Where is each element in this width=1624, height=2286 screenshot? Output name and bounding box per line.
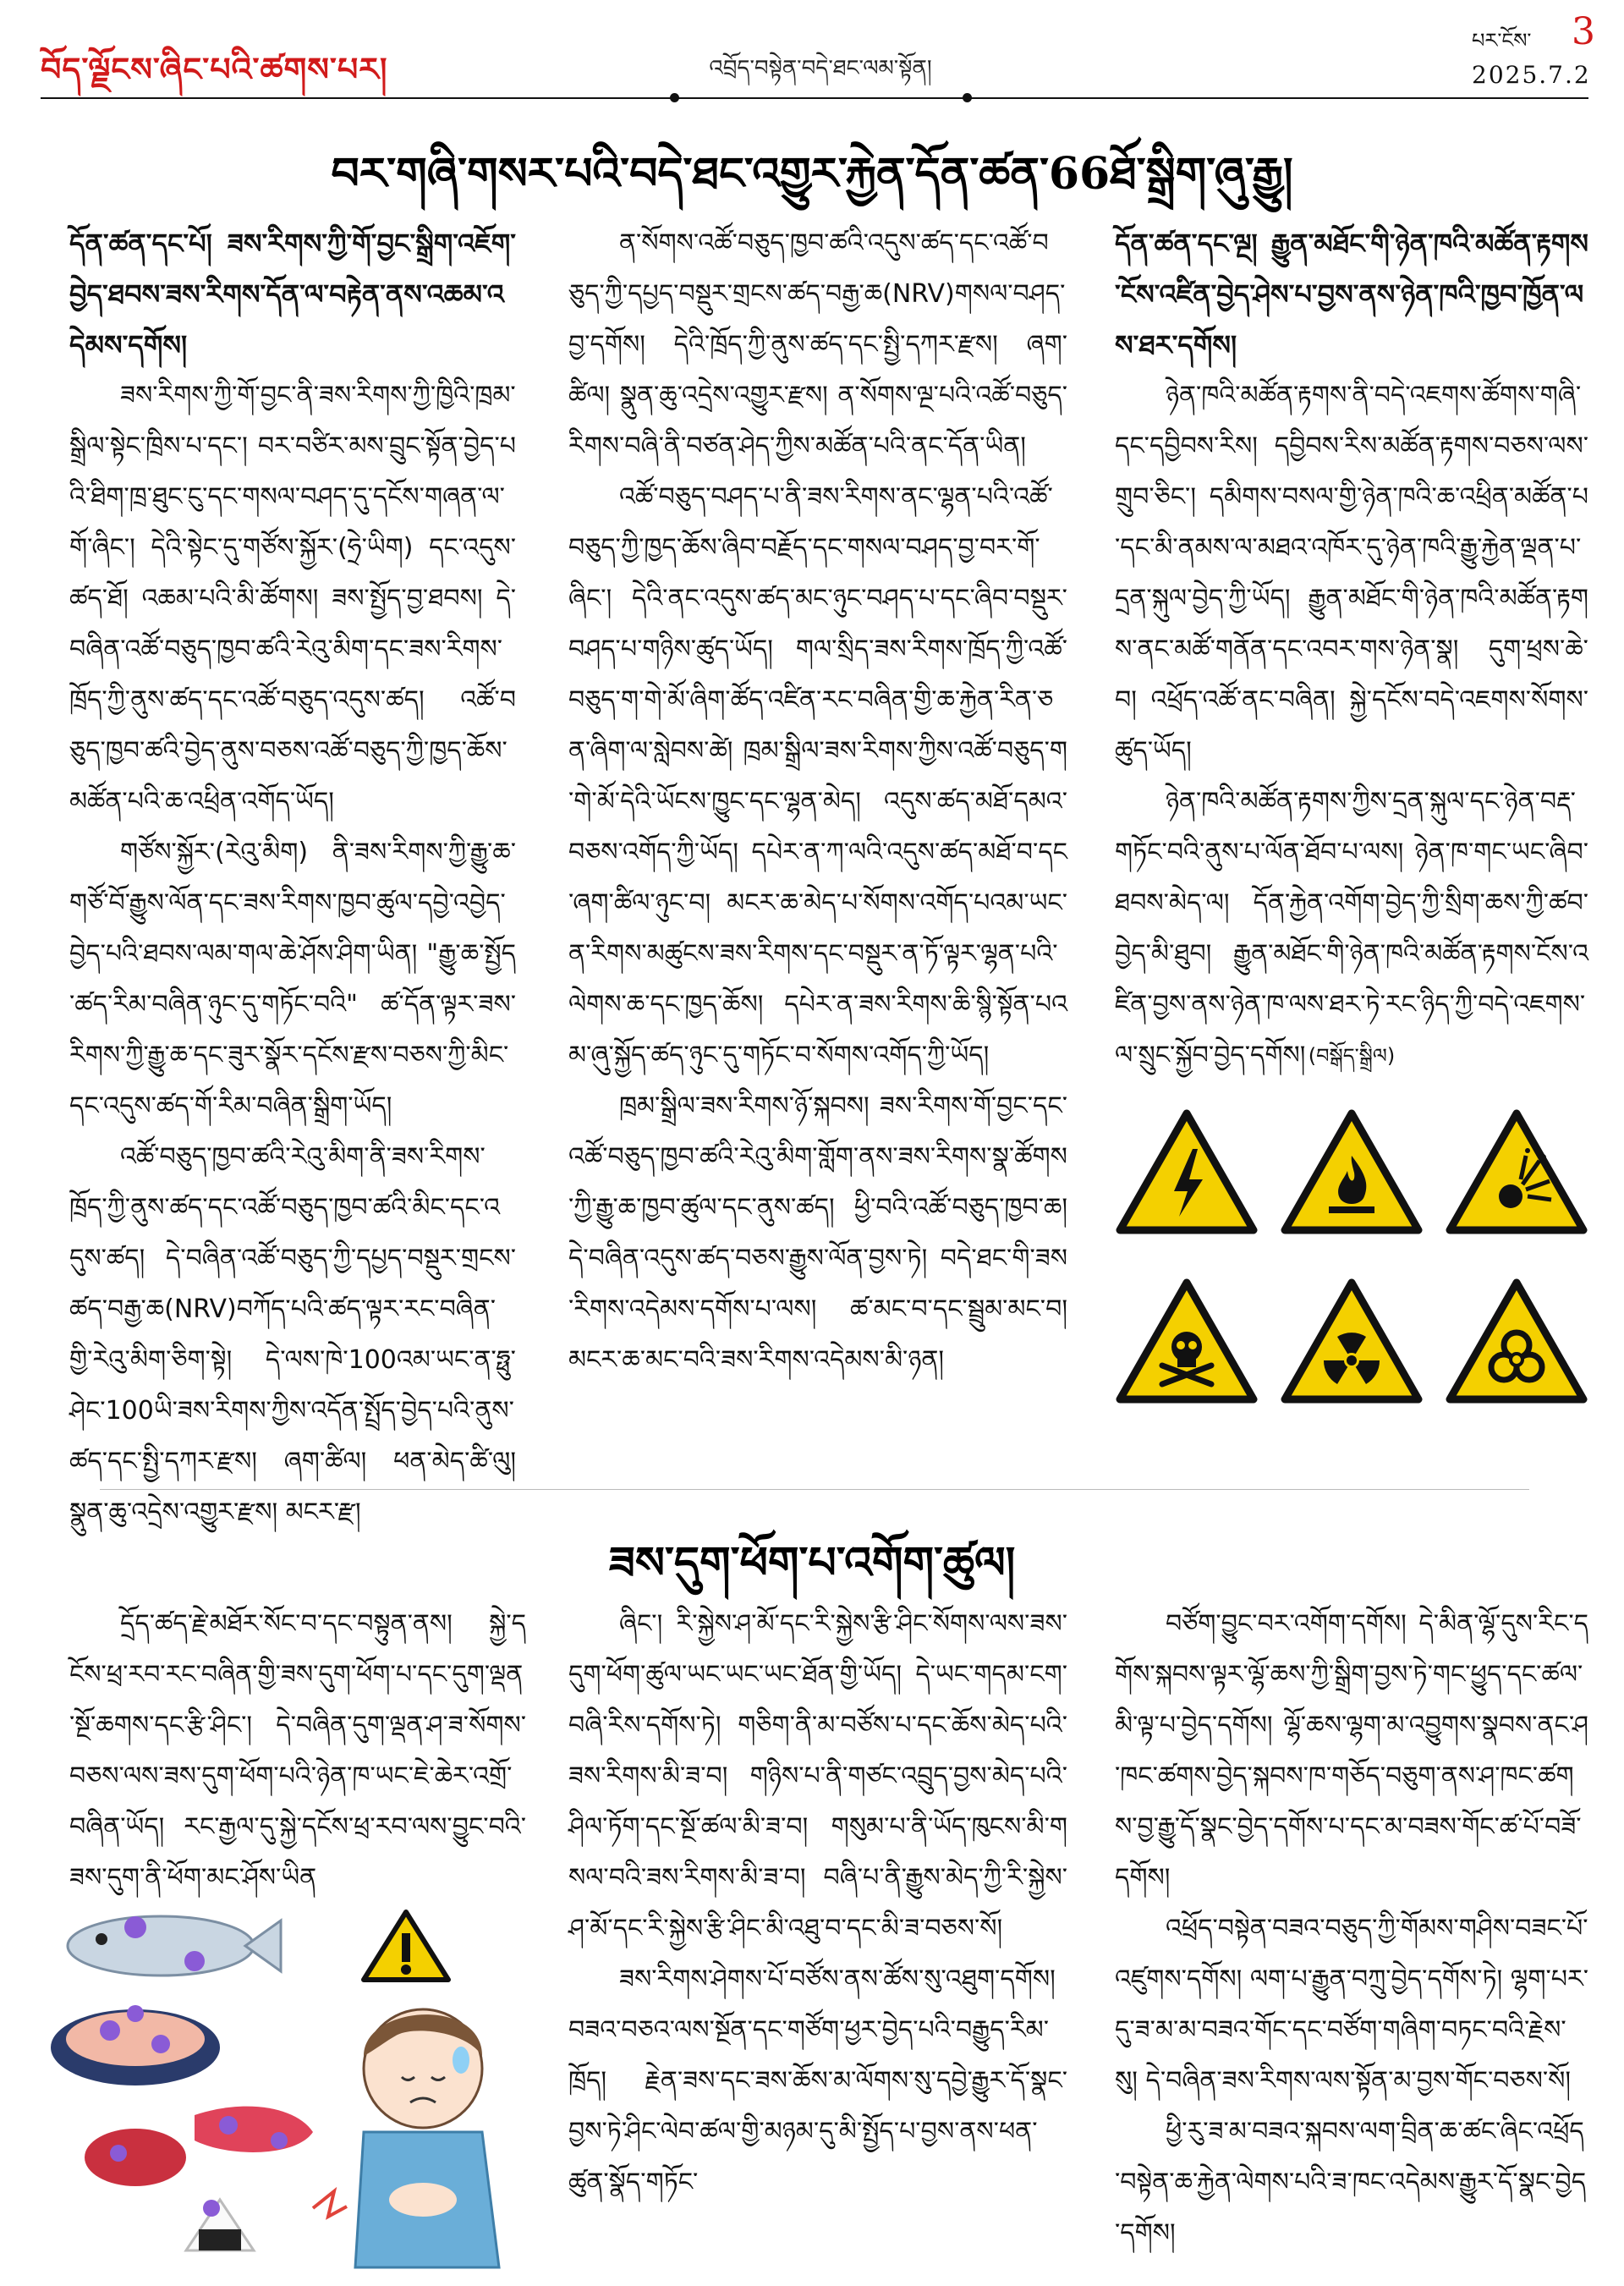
article1-headline: བར་གཞི་གསར་པའི་བདེ་ཐང་འགྱུར་རྐྱེན་དོན་ཚན་66ཐོ་སྒྲིག་ཞུ་རྒྱུ། <box>331 148 1293 200</box>
paragraph: ཟས་རིགས་ཀྱི་གོ་བྱང་ནི་ཟས་རིགས་ཀྱི་ཁྱིའི་ཁྲམ་སྒྲིལ་སྟེང་ཁྲིས་པ་དང་། བར་བཙིར་མས་བྲུང་སྟོན་བྱེད་པའི་ཐིག་ཁྲ་ཐུང་ངུ་དང་གསལ་བཤད་དུ་དངོས་གཞན་ལ་གོ་ཞིང་། དེའི་སྟེང་དུ་གཙོས་སྐྱོར་(ཧྲེ་ཡིག) དང་འདུས་ཚད་ཐོ། འཆམ་པའི་མི་ཚོགས། ཟས་སྤྱོད་བྱ་ཐབས། དེ་བཞིན་འཚོ་བཅུད་ཁྱབ་ཚའི་རེའུ་མིག་དང་ཟས་རིགས་ཁྲོད་ཀྱི་ནུས་ཚད་དང་འཚོ་བཅུད་འདུས་ཚད། འཚོ་བཅུད་ཁྱབ་ཚའི་བྱེད་ནུས་བཅས་འཚོ་བཅུད་ཀྱི་ཁྱད་ཆོས་མཚོན་པའི་ཆ་འཕྲིན་འགོད་ཡོད། <box>69 381 516 816</box>
paragraph: འཕྲོད་བསྟེན་བཟའ་བཅུད་ཀྱི་གོམས་གཤིས་བཟང་པོ་འཛུགས་དགོས། ལག་པ་རྒྱུན་བཀྲུ་བྱེད་དགོས་ཏེ། ལྷག་པར་དུ་ཟ་མ་མ་བཟའ་གོང་དང་བཙོག་གཞིག་བཏང་བའི་རྗེས་སུ། དེ་བཞིན་ཟས་རིགས་ལས་སྟོན་མ་བྱས་གོང་བཅས་སོ། <box>1115 1914 1588 2096</box>
paragraph: འཚོ་བཅུད་བཤད་པ་ནི་ཟས་རིགས་ནང་ལྷན་པའི་འཚོ་བཅུད་ཀྱི་ཁྱད་ཆོས་ཞིབ་བརྗོད་དང་གསལ་བཤད་བྱ་བར་གོ་ཞིང་། དེའི་ནང་འདུས་ཚད་མང་ཉུང་བཤད་པ་དང་ཞིབ་བསྡུར་བཤད་པ་གཉིས་ཚུད་ཡོད། གལ་སྲིད་ཟས་རིགས་ཁྲོད་ཀྱི་འཚོ་བཅུད་ག་གེ་མོ་ཞིག་ཚོད་འཛིན་རང་བཞིན་གྱི་ཆ་རྐྱེན་རིན་ཅན་ཞིག་ལ་སླེབས་ཚེ། ཁྲམ་སྒྲིལ་ཟས་རིགས་ཀྱིས་འཚོ་བཅུད་ག་གེ་མོ་དེའི་ཡོངས་ཁྱུང་དང་ལྷན་མེད། འདུས་ཚད་མཐོ་དམའ་བཅས་འགོད་ཀྱི་ཡོད། དཔེར་ན་ཀ་ལའི་འདུས་ཚད་མཐོ་བ་དང་ཞག་ཚིལ་ཉུང་བ། མངར་ཆ་མེད་པ་སོགས་འགོད་པའམ་ཡང་ན་རིགས་མཚུངས་ཟས་རིགས་དང་བསྡུར་ན་ཏོ་ལྟར་ལྷན་པའི་ལེགས་ཆ་དང་ཁྱད་ཆོས། དཔེར་ན་ཟས་རིགས་ཆི་སྙི་སྟོན་པའམ་ཞུ་སྐྱོད་ཚད་ཉུང་དུ་གཏོང་བ་སོགས་འགོད་ཀྱི་ཡོད། <box>568 482 1067 1070</box>
high-voltage-warning-icon <box>1115 1108 1259 1235</box>
biohazard-warning-icon <box>1445 1278 1588 1404</box>
page-label: པར་ངོས་ <box>1472 29 1532 52</box>
toxic-warning-icon <box>1115 1278 1259 1404</box>
paragraph: ན་སོགས་འཚོ་བཅུད་ཁྱབ་ཚའི་འདུས་ཚད་དང་འཚོ་བཅུད་ཀྱི་དཔྱད་བསྡུར་གྲངས་ཚད་བརྒྱ་ཆ(NRV)གསལ་བཤད་བྱ་དགོས། དེའི་ཁྲོད་ཀྱི་ནུས་ཚད་དང་སྤྱི་དཀར་རྫས། ཞག་ཚིལ། སྣུན་ཆུ་འདྲེས་འགྱུར་རྫས། ན་སོགས་ལྔ་པའི་འཚོ་བཅུད་རིགས་བཞི་ནི་བཙན་ཤེད་ཀྱིས་མཚོན་པའི་ནང་དོན་ཡིན། <box>568 228 1067 461</box>
paragraph: འཚོ་བཅུད་ཁྱབ་ཚའི་རེའུ་མིག་ནི་ཟས་རིགས་ཁྲོད་ཀྱི་ནུས་ཚད་དང་འཚོ་བཅུད་ཁྱབ་ཚའི་མིང་དང་འདུས་ཚད། དེ་བཞིན་འཚོ་བཅུད་ཀྱི་དཔྱད་བསྡུར་གྲངས་ཚད་བརྒྱ་ཆ(NRV)བཀོད་པའི་ཚད་ལྟར་རང་བཞིན་གྱི་རེའུ་མིག་ཅིག་སྟེ། དེ་ལས་ཁེ་100འམ་ཡང་ན་ཧྥུ་ཤེང་100ཡི་ཟས་རིགས་ཀྱིས་འདོན་སྤྲོད་བྱེད་པའི་ནུས་ཚད་དང་སྤྱི་དཀར་རྫས། ཞག་ཚིལ། ཕན་མེད་ཚི་ལུ། སྣུན་ཆུ་འདྲེས་འགྱུར་རྫས། མངར་རྫ། <box>69 1142 516 1527</box>
masthead <box>0 0 1624 110</box>
flammable-warning-icon <box>1280 1108 1424 1235</box>
explosive-warning-icon <box>1445 1108 1588 1235</box>
header-rule <box>41 97 1588 99</box>
paragraph: ཁྲམ་སྒྲིལ་ཟས་རིགས་ཉོ་སྐབས། ཟས་རིགས་གོ་བྱང་དང་འཚོ་བཅུད་ཁྱབ་ཚའི་རེའུ་མིག་གློག་ནས་ཟས་རིགས་སྣ་ཚོགས་ཀྱི་རྒྱུ་ཆ་ཁྱབ་ཚུལ་དང་ནུས་ཚད། ཕྱི་བའི་འཚོ་བཅུད་ཁྱབ་ཆ། དེ་བཞིན་འདུས་ཚད་བཅས་རྒྱུས་ལོན་བྱས་ཏེ། བདེ་ཐང་གི་ཟས་རིགས་འདེམས་དགོས་པ་ལས། ཚ་མང་བ་དང་སྦྲུམ་མང་བ། མངར་ཆ་མང་བའི་ཟས་རིགས་འདེམས་མི་ཉན། <box>568 1091 1067 1375</box>
article2-headline: ཟས་དུག་ཕོག་པ་འགོག་ཚུལ། <box>608 1537 1016 1589</box>
radiation-warning-icon <box>1280 1278 1424 1404</box>
article1-source: (བསྒོད་སྒྲིལ) <box>1308 1044 1396 1068</box>
article2-column-2 <box>568 1599 1067 2276</box>
article-separator <box>100 1489 1529 1490</box>
paragraph: ཞིང་། རི་སྐྱེས་ཤ་མོ་དང་རི་སྐྱེས་རྩི་ཤིང་སོགས་ལས་ཟས་དུག་ཕོག་ཚུལ་ཡང་ཡང་ཡང་ཐོན་གྱི་ཡོད། དེ་ཡང་གདམ་ངག་བཞི་རིས་དགོས་ཏེ། གཅིག་ནི་མ་བཙོས་པ་དང་ཆོས་མེད་པའི་ཟས་རིགས་མི་ཟ་བ། གཉིས་པ་ནི་གཙང་འབྲུད་བྱས་མེད་པའི་ཤིལ་ཏོག་དང་སྔོ་ཚལ་མི་ཟ་བ། གསུམ་པ་ནི་ཡོད་ཁུངས་མི་གསལ་བའི་ཟས་རིགས་མི་ཟ་བ། བཞི་པ་ནི་རྒྱུས་མེད་ཀྱི་རི་སྐྱེས་ཤ་མོ་དང་རི་སྐྱེས་རྩི་ཤིང་མི་འཐུ་བ་དང་མི་ཟ་བཅས་སོ། <box>568 1609 1067 1943</box>
hazard-signs-grid <box>1115 1108 1588 1430</box>
article2-column-1 <box>69 1599 526 1893</box>
paragraph: ཕྱི་རུ་ཟ་མ་བཟའ་སྐབས་ལག་བྲིན་ཆ་ཚང་ཞིང་འཕྲོད་བསྟེན་ཆ་རྐྱེན་ལེགས་པའི་ཟ་ཁང་འདེམས་རྒྱུར་དོ་སྣང་བྱེད་དགོས། <box>1115 2117 1587 2248</box>
paragraph: དྲོད་ཚད་རྗེ་མཐོར་སོང་བ་དང་བསྟུན་ནས། སྐྱེ་དངོས་ཕྲ་རབ་རང་བཞིན་གྱི་ཟས་དུག་ཕོག་པ་དང་དུག་ལྡན་སྔོ་ཆགས་དང་རྩི་ཤིང་། དེ་བཞིན་དུག་ལྡན་ཤ་ཟ་སོགས་བཅས་ལས་ཟས་དུག་ཕོག་པའི་ཉེན་ཁ་ཡང་ཇེ་ཆེར་འགྲོ་བཞིན་ཡོད། རང་རྒྱལ་དུ་སྐྱེ་དངོས་ཕྲ་རབ་ལས་བྱུང་བའི་ཟས་དུག་ནི་ཕོག་མང་ཤོས་ཡིན <box>69 1609 526 1893</box>
article1-subhead-1: དོན་ཚན་དང་པོ། ཟས་རིགས་ཀྱི་གོ་བྱང་སྒྲིག་འཇོག་བྱེད་ཐབས་ཟས་རིགས་དོན་ལ་བརྟེན་ནས་འཆམ་འདེམས་དགོས། <box>69 228 516 361</box>
article1-column-1 <box>69 218 516 1527</box>
paragraph: ཉེན་ཁའི་མཚོན་རྟགས་ནི་བདེ་འཇགས་ཚོགས་གཞི་དང་དབྱིབས་རིས། དབྱིབས་རིས་མཚོན་རྟགས་བཅས་ལས་གྲུབ་ཅིང་། དམིགས་བསལ་གྱི་ཉེན་ཁའི་ཆ་འཕྲིན་མཚོན་པ་དང་མི་ནམས་ལ་མཐའ་འཁོར་དུ་ཉེན་ཁའི་རྒྱུ་རྐྱེན་ལྡན་པ་དྲན་སྐུལ་བྱེད་ཀྱི་ཡོད། རྒྱུན་མཐོང་གི་ཉེན་ཁའི་མཚོན་རྟགས་ནང་མཚོ་གནོན་དང་འབར་གས་ཉེན་སྣ། དུག་ཕྲས་ཆེ་བ། འཕྲོད་འཚོ་ནང་བཞིན། སྐྱེ་དངོས་བདེ་འཇགས་སོགས་ཚུད་ཡོད། <box>1115 381 1588 766</box>
paragraph: ཉེན་ཁའི་མཚོན་རྟགས་ཀྱིས་དྲན་སྐུལ་དང་ཉེན་བརྡ་གཏོང་བའི་ནུས་པ་ལོན་ཐོབ་པ་ལས། ཉེན་ཁ་གང་ཡང་ཞིབ་ཐབས་མེད་ལ། དོན་རྐྱེན་འགོག་བྱེད་ཀྱི་སྲིག་ཆས་ཀྱི་ཚབ་བྱེད་མི་ཐུབ། རྒྱུན་མཐོང་གི་ཉེན་ཁའི་མཚོན་རྟགས་ངོས་འཛིན་བྱས་ནས་ཉེན་ཁ་ལས་ཐར་ཏེ་རང་ཉིད་ཀྱི་བདེ་འཇགས་ལ་སྲུང་སྐྱོབ་བྱེད་དགོས། <box>1115 787 1588 1070</box>
header-rule-dot <box>670 93 679 102</box>
warning-icon <box>364 1912 448 1980</box>
paragraph: ཟས་རིགས་ཤེགས་པོ་བཙོས་ནས་ཚོས་སུ་འཐུག་དགོས། བཟའ་བཅའ་ལས་སྔོན་དང་གཙོག་ཕྱར་བྱེད་པའི་བརྒྱུད་རིམ་ཁྲོད། རྗེན་ཟས་དང་ཟས་ཆོས་མ་ལོགས་སུ་དབྱེ་རྒྱུར་དོ་སྣང་བྱས་ཏེ་ཤིང་ལེབ་ཚལ་གྱི་མཉམ་དུ་མི་སྤྱོད་པ་བྱས་ནས་ཕན་ཚུན་སྣོད་གཏོང་ <box>568 1965 1067 2197</box>
page-number: 3 <box>1572 10 1595 53</box>
paragraph: གཙོས་སྐྱོར་(རེའུ་མིག) ནི་ཟས་རིགས་ཀྱི་རྒྱུ་ཆ་གཙོ་བོ་རྒྱུས་ལོན་དང་ཟས་རིགས་ཁྱབ་ཚུལ་དབྱེ་འབྱེད་བྱེད་པའི་ཐབས་ལམ་གལ་ཆེ་ཤོས་ཤིག་ཡིན། "རྒྱུ་ཆ་སྤྱོད་ཚད་རིམ་བཞིན་ཉུང་དུ་གཏོང་བའི" ཚ་དོན་ལྟར་ཟས་རིགས་ཀྱི་རྒྱུ་ཆ་དང་ཟུར་སྣོར་དངོས་རྫས་བཅས་ཀྱི་མིང་དང་འདུས་ཚད་གོ་རིམ་བཞིན་སྒྲིག་ཡོད། <box>69 838 516 1121</box>
food-poisoning-illustration <box>59 1887 533 2267</box>
section-title: འབྲོད་བསྟེན་བདེ་ཐང་ལམ་སྟོན། <box>709 56 932 81</box>
header-rule-dot <box>963 93 972 102</box>
issue-date: 2025.7.2 <box>1472 61 1591 89</box>
article1-subhead-5: དོན་ཚན་དང་ལྔ། རྒྱུན་མཐོང་གི་ཉེན་ཁའི་མཚོན་རྟགས་ངོས་འཛིན་བྱེད་ཤེས་པ་བྱས་ནས་ཉེན་ཁའི་ཁྱབ་ཁྱོན་ལས་ཐར་དགོས། <box>1115 228 1588 361</box>
article1-column-2 <box>568 218 1067 1432</box>
newspaper-title: བོད་ལྗོངས་ཞིང་པའི་ཚགས་པར། <box>41 50 388 88</box>
contaminated-food-icon <box>51 1916 313 2250</box>
sick-person-icon <box>313 2009 499 2267</box>
article2-column-3 <box>1115 1599 1588 2276</box>
paragraph: བཙོག་བྱུང་བར་འགོག་དགོས། དེ་མིན་ལྷོ་དུས་རིང་དགོས་སྐབས་ལྟར་ལྷོ་ཆས་ཀྱི་སྒྲིག་བྱས་ཏེ་གང་ཕྱུད་དང་ཚལ་མི་ལྟ་པ་བྱེད་དགོས། ལྷོ་ཆས་ལྷག་མ་འབྱུགས་སྣབས་ནང་ཤ་ཁང་ཚགས་བྱེད་སྐབས་ཁ་གཅོད་བཅུག་ནས་ཤ་ཁང་ཚགས་བྱ་རྒྱུ་དོ་སྣང་བྱེད་དགོས་པ་དང་མ་བཟས་གོང་ཚ་པོ་བཟོ་དགོས། <box>1115 1609 1588 1893</box>
